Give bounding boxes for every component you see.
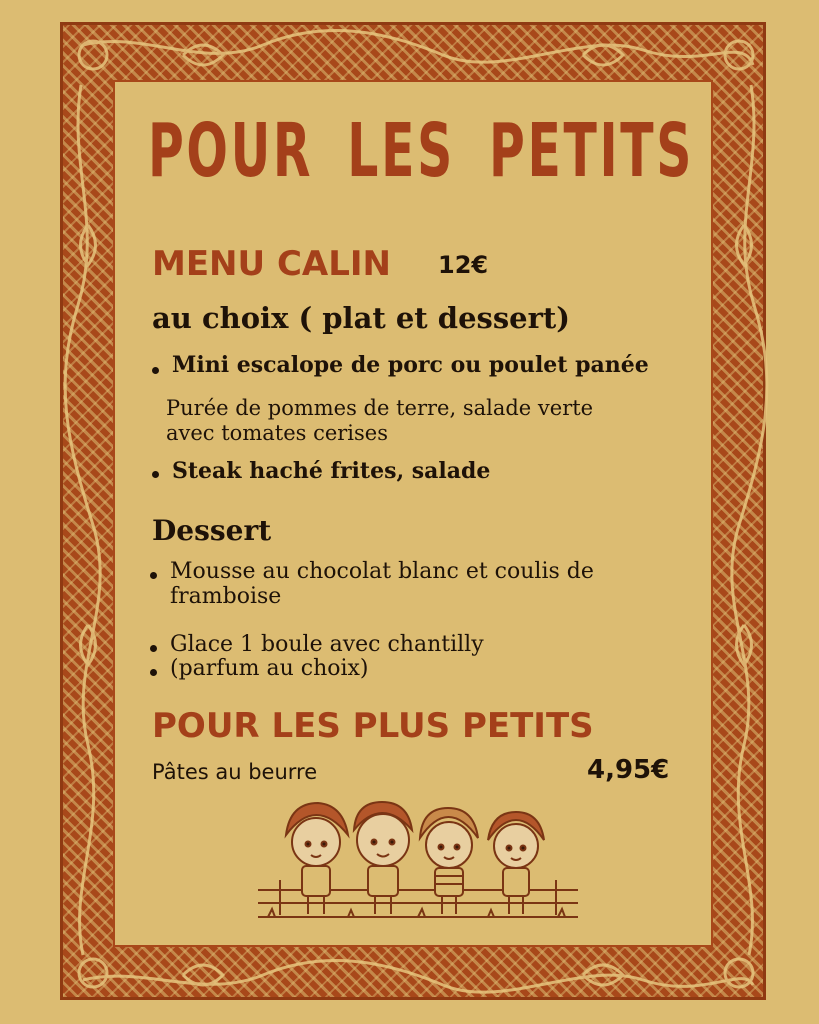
dessert-parfum: (parfum au choix) [170, 656, 369, 681]
menu-calin-subtitle: au choix ( plat et dessert) [152, 301, 571, 335]
plat-steak: Steak haché frites, salade [172, 458, 491, 484]
plat-escalope: Mini escalope de porc ou poulet panée [172, 352, 649, 378]
dessert-mousse-line2: framboise [170, 584, 282, 609]
plat-escalope-description: Purée de pommes de terre, salade verte [166, 396, 594, 420]
dessert-heading: Dessert [152, 514, 272, 547]
plus-petits-item: Pâtes au beurre [152, 760, 318, 784]
plus-petits-price: 4,95€ [587, 755, 670, 785]
bullet [150, 669, 157, 676]
dessert-glace: Glace 1 boule avec chantilly [170, 632, 484, 657]
dessert-mousse: Mousse au chocolat blanc et coulis de [170, 559, 594, 584]
page-title: POUR LES PETITS [148, 108, 695, 194]
bullet [150, 572, 157, 579]
plus-petits-heading: POUR LES PLUS PETITS [152, 706, 594, 746]
bullet [152, 471, 159, 478]
bullet [150, 645, 157, 652]
menu-calin-price: 12€ [438, 251, 489, 279]
children-illustration [258, 800, 578, 925]
menu-calin-heading: MENU CALIN [152, 244, 391, 284]
plat-escalope-description-2: avec tomates cerises [166, 421, 389, 445]
bullet [152, 367, 159, 374]
